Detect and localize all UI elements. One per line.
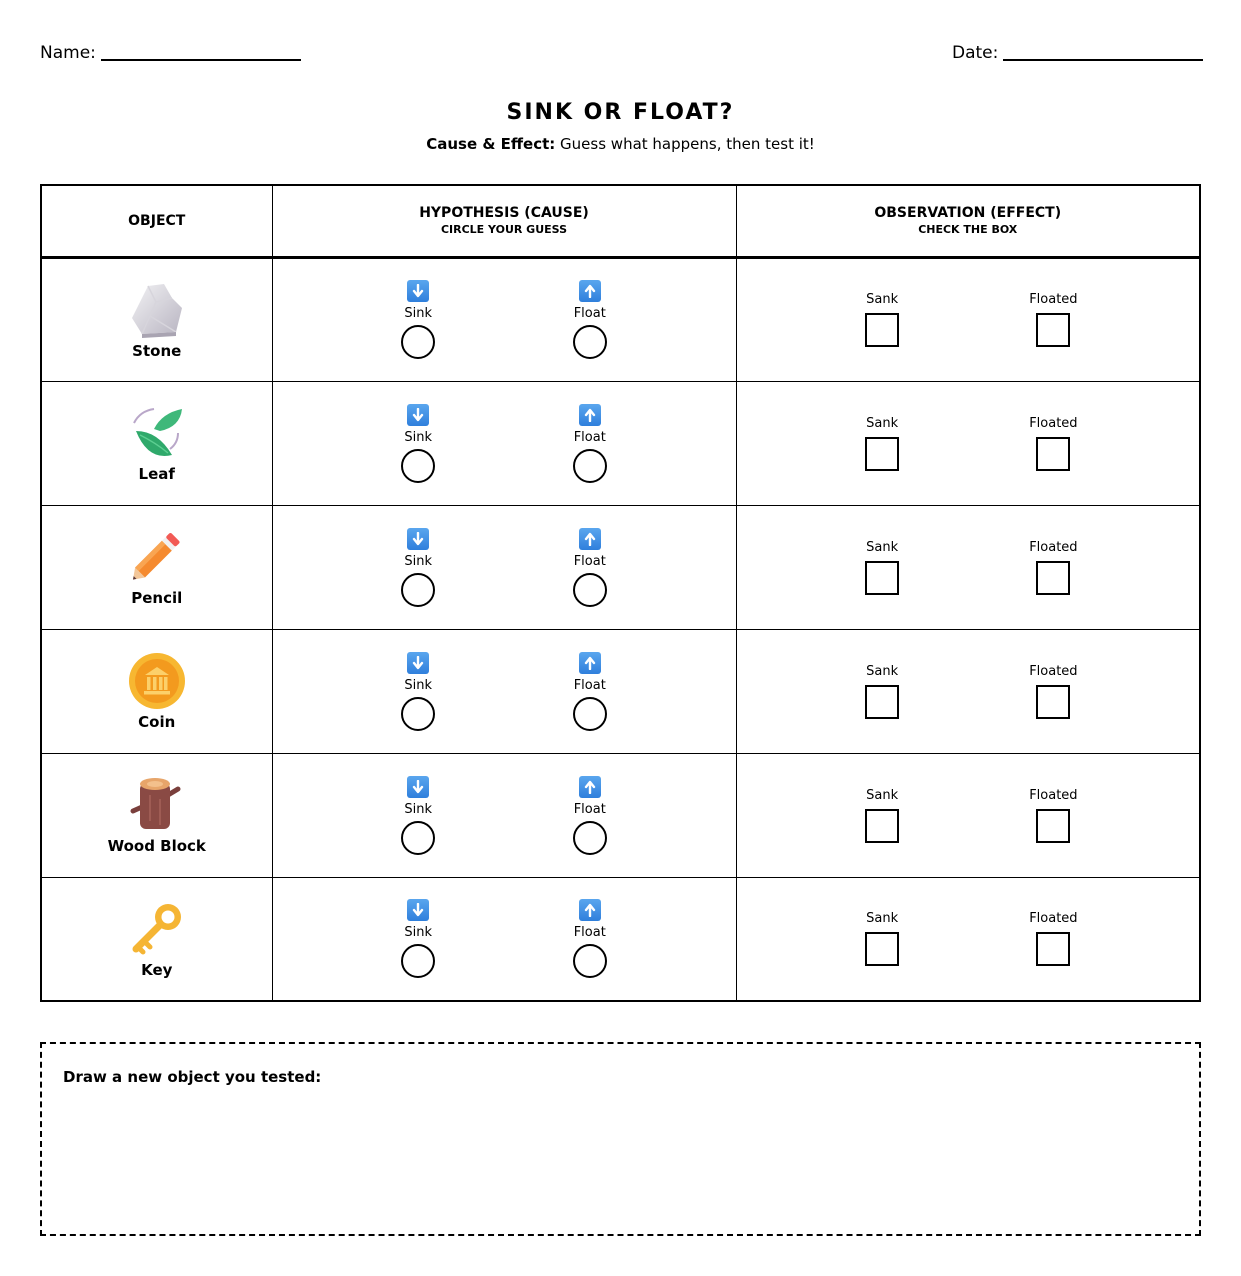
sank-label: Sank	[866, 292, 899, 307]
page-subtitle	[0, 135, 1241, 153]
subtitle-text: Guess what happens, then test it!	[555, 135, 815, 153]
float-circle[interactable]	[573, 697, 607, 731]
floated-observation	[1013, 292, 1093, 347]
arrow-down-icon	[407, 899, 429, 921]
float-label: Float	[573, 429, 606, 445]
hypothesis-cell	[272, 753, 736, 877]
floated-observation	[1013, 664, 1093, 719]
page-title: SINK OR FLOAT?	[506, 100, 735, 125]
float-guess	[550, 899, 630, 978]
floated-checkbox[interactable]	[1036, 685, 1070, 719]
sank-label: Sank	[866, 415, 899, 431]
sink-guess	[378, 776, 458, 855]
sink-label: Sink	[404, 553, 433, 569]
arrow-down-icon	[407, 404, 429, 426]
sank-checkbox[interactable]	[865, 685, 899, 719]
sank-checkbox[interactable]	[865, 437, 899, 471]
arrow-up-icon	[579, 776, 601, 798]
object-name: Wood Block	[107, 837, 206, 855]
sank-checkbox[interactable]	[865, 561, 899, 595]
object-name: Key	[141, 960, 173, 979]
sank-observation	[842, 292, 922, 347]
arrow-up-icon	[579, 528, 601, 550]
coin-icon	[128, 651, 186, 711]
float-guess	[550, 404, 630, 483]
date-blank-line[interactable]	[1003, 59, 1203, 61]
name-field[interactable]	[40, 42, 301, 64]
float-circle[interactable]	[573, 449, 607, 483]
sank-observation	[842, 664, 922, 719]
sank-checkbox[interactable]	[865, 809, 899, 843]
floated-observation	[1013, 788, 1093, 843]
float-circle[interactable]	[573, 573, 607, 607]
floated-observation	[1013, 911, 1093, 966]
object-cell	[41, 753, 272, 877]
floated-label: Floated	[1029, 911, 1078, 927]
sink-guess	[378, 280, 458, 359]
float-label: Float	[573, 553, 606, 569]
floated-checkbox[interactable]	[1036, 313, 1070, 347]
floated-observation	[1013, 540, 1093, 595]
observation-cell	[736, 381, 1200, 505]
table-row-leaf	[41, 381, 1200, 505]
sink-circle[interactable]	[401, 325, 435, 359]
subtitle-bold: Cause & Effect:	[426, 135, 556, 153]
float-guess	[550, 280, 630, 359]
float-guess	[550, 652, 630, 731]
observation-cell	[736, 257, 1200, 381]
sank-checkbox[interactable]	[865, 313, 899, 347]
sink-guess	[378, 404, 458, 483]
hypothesis-cell	[272, 877, 736, 1001]
table-row-wood-block	[41, 753, 1200, 877]
arrow-up-icon	[579, 652, 601, 674]
sink-guess	[378, 528, 458, 607]
sink-circle[interactable]	[401, 697, 435, 731]
object-cell	[41, 381, 272, 505]
rock-icon	[128, 280, 186, 340]
floated-label: Floated	[1029, 415, 1078, 431]
hypothesis-cell	[272, 629, 736, 753]
sank-label: Sank	[866, 911, 899, 927]
name-blank-line[interactable]	[101, 59, 301, 61]
sink-circle[interactable]	[401, 573, 435, 607]
object-name: Pencil	[131, 589, 183, 607]
observation-cell	[736, 629, 1200, 753]
sank-observation	[842, 416, 922, 471]
sink-label: Sink	[404, 677, 433, 693]
floated-checkbox[interactable]	[1036, 809, 1070, 843]
sink-guess	[378, 652, 458, 731]
arrow-up-icon	[579, 899, 601, 921]
sink-label: Sink	[404, 925, 433, 941]
wood-log-icon	[128, 775, 186, 835]
sink-circle[interactable]	[401, 449, 435, 483]
floated-label: Floated	[1029, 663, 1078, 679]
observation-cell	[736, 877, 1200, 1001]
arrow-up-icon	[579, 404, 601, 426]
hypothesis-cell	[272, 381, 736, 505]
object-name: Stone	[132, 341, 182, 360]
sank-observation	[842, 540, 922, 595]
column-header-hypothesis: HYPOTHESIS (CAUSE) CIRCLE YOUR GUESS	[272, 185, 736, 257]
observation-cell	[736, 505, 1200, 629]
arrow-down-icon	[407, 652, 429, 674]
arrow-down-icon	[407, 528, 429, 550]
sink-label: Sink	[404, 429, 433, 445]
floated-checkbox[interactable]	[1036, 561, 1070, 595]
drawing-area[interactable]	[40, 1042, 1201, 1236]
sink-guess	[378, 899, 458, 978]
pencil-icon	[128, 527, 186, 587]
key-icon	[128, 899, 186, 959]
arrow-down-icon	[407, 776, 429, 798]
sank-checkbox[interactable]	[865, 932, 899, 966]
sink-label: Sink	[404, 306, 433, 321]
date-label: Date:	[952, 43, 999, 63]
floated-checkbox[interactable]	[1036, 932, 1070, 966]
hypothesis-cell	[272, 505, 736, 629]
sink-circle[interactable]	[401, 821, 435, 855]
float-label: Float	[573, 925, 606, 941]
sank-label: Sank	[866, 787, 899, 803]
object-cell	[41, 629, 272, 753]
observation-cell	[736, 753, 1200, 877]
table-row-key	[41, 877, 1200, 1001]
table-row-stone	[41, 257, 1200, 381]
float-circle[interactable]	[573, 821, 607, 855]
sink-float-table	[40, 184, 1201, 1002]
arrow-down-icon	[407, 280, 429, 302]
floated-label: Floated	[1029, 292, 1078, 307]
float-label: Float	[573, 677, 606, 693]
floated-label: Floated	[1029, 787, 1078, 803]
column-header-object: OBJECT	[41, 185, 272, 257]
leaf-icon	[128, 403, 186, 463]
float-circle[interactable]	[573, 944, 607, 978]
floated-observation	[1013, 416, 1093, 471]
object-name: Coin	[138, 713, 176, 731]
sank-label: Sank	[866, 539, 899, 555]
float-label: Float	[573, 801, 606, 817]
date-field[interactable]	[952, 42, 1203, 64]
float-label: Float	[573, 306, 606, 321]
float-guess	[550, 528, 630, 607]
sank-observation	[842, 911, 922, 966]
drawing-area-label: Draw a new object you tested:	[63, 1068, 322, 1086]
object-name: Leaf	[138, 465, 175, 483]
hypothesis-cell	[272, 257, 736, 381]
floated-label: Floated	[1029, 539, 1078, 555]
column-header-observation: OBSERVATION (EFFECT) CHECK THE BOX	[736, 185, 1200, 257]
sink-label: Sink	[404, 801, 433, 817]
name-label: Name:	[40, 43, 96, 63]
table-row-pencil	[41, 505, 1200, 629]
sank-observation	[842, 788, 922, 843]
sank-label: Sank	[866, 663, 899, 679]
floated-checkbox[interactable]	[1036, 437, 1070, 471]
sink-circle[interactable]	[401, 944, 435, 978]
object-cell	[41, 877, 272, 1001]
object-cell	[41, 257, 272, 381]
object-cell	[41, 505, 272, 629]
float-circle[interactable]	[573, 325, 607, 359]
float-guess	[550, 776, 630, 855]
table-row-coin	[41, 629, 1200, 753]
arrow-up-icon	[579, 280, 601, 302]
